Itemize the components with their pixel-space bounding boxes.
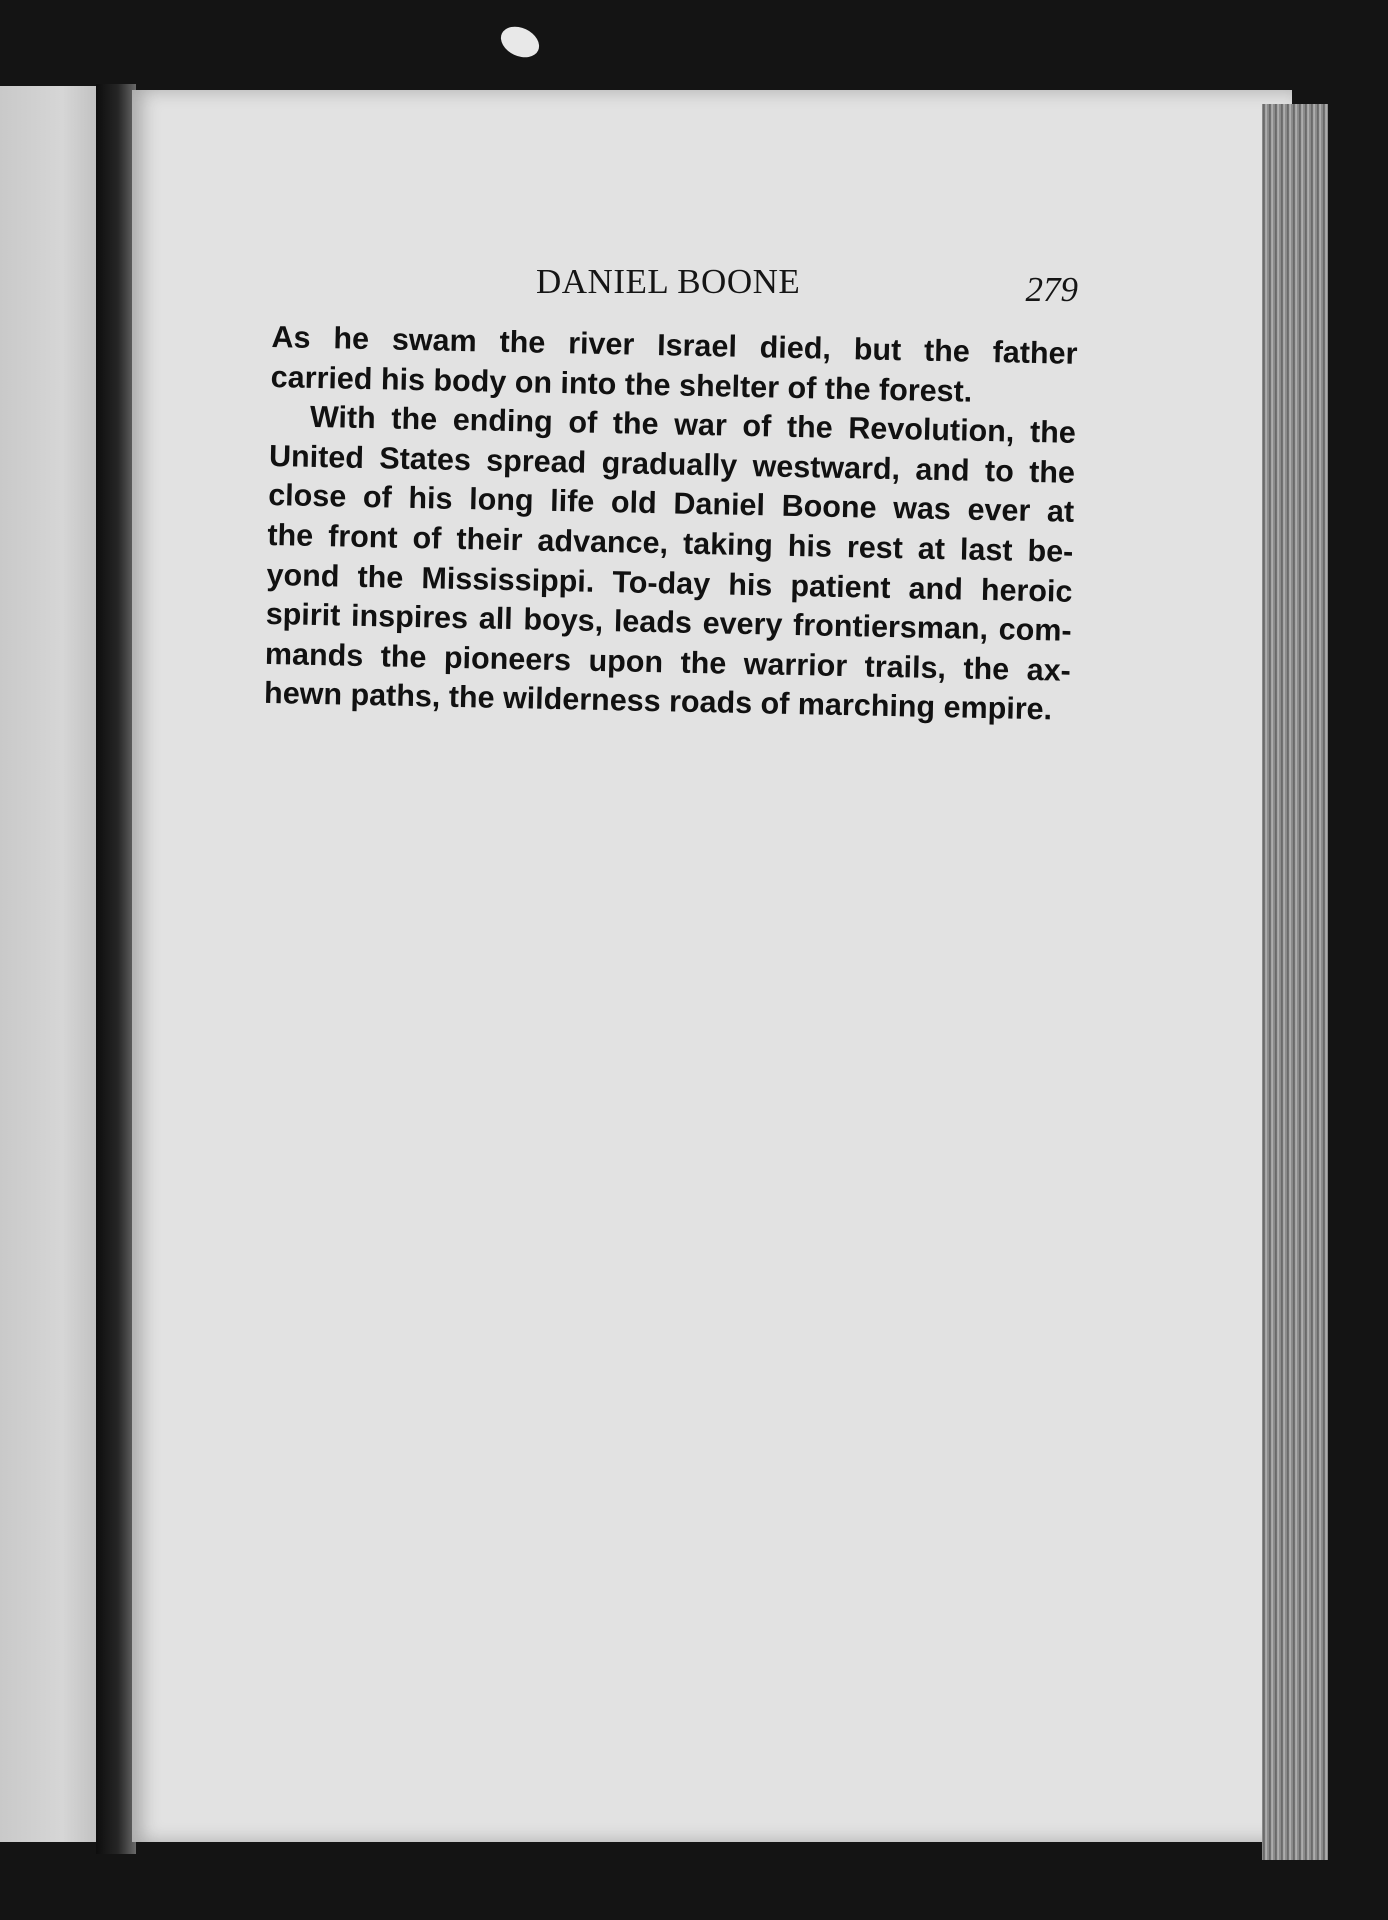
text-line: close of his long life old Daniel Boone was ever at [267, 478, 1075, 530]
text-line: hewn paths, the wilderness roads of marching empire. [263, 676, 1053, 727]
body-text [264, 318, 1078, 731]
page-header [270, 262, 1078, 309]
page-number: 279 [1025, 270, 1078, 309]
text-line: With the ending of the war of the Revolution, the [309, 400, 1077, 451]
page-block-edge [1262, 104, 1328, 1860]
text-line: United States spread gradually westward, and to the [268, 438, 1076, 490]
text-line: carried his body on into the shelter of the forest. [270, 359, 973, 409]
dust-speck [496, 21, 544, 63]
text-line: the front of their advance, taking his rest at last be- [267, 517, 1074, 569]
text-line: spirit inspires all boys, leads every frontiersman, com- [265, 597, 1072, 648]
text-line: yond the Mississippi. To-day his patient and heroic [266, 557, 1073, 609]
text-line: As he swam the river Israel died, but the father [271, 319, 1078, 371]
running-title: DANIEL BOONE [536, 262, 801, 301]
book-gutter [96, 84, 136, 1854]
text-line: mands the pioneers upon the warrior trails, the ax- [264, 636, 1072, 688]
left-page-edge [0, 86, 104, 1842]
